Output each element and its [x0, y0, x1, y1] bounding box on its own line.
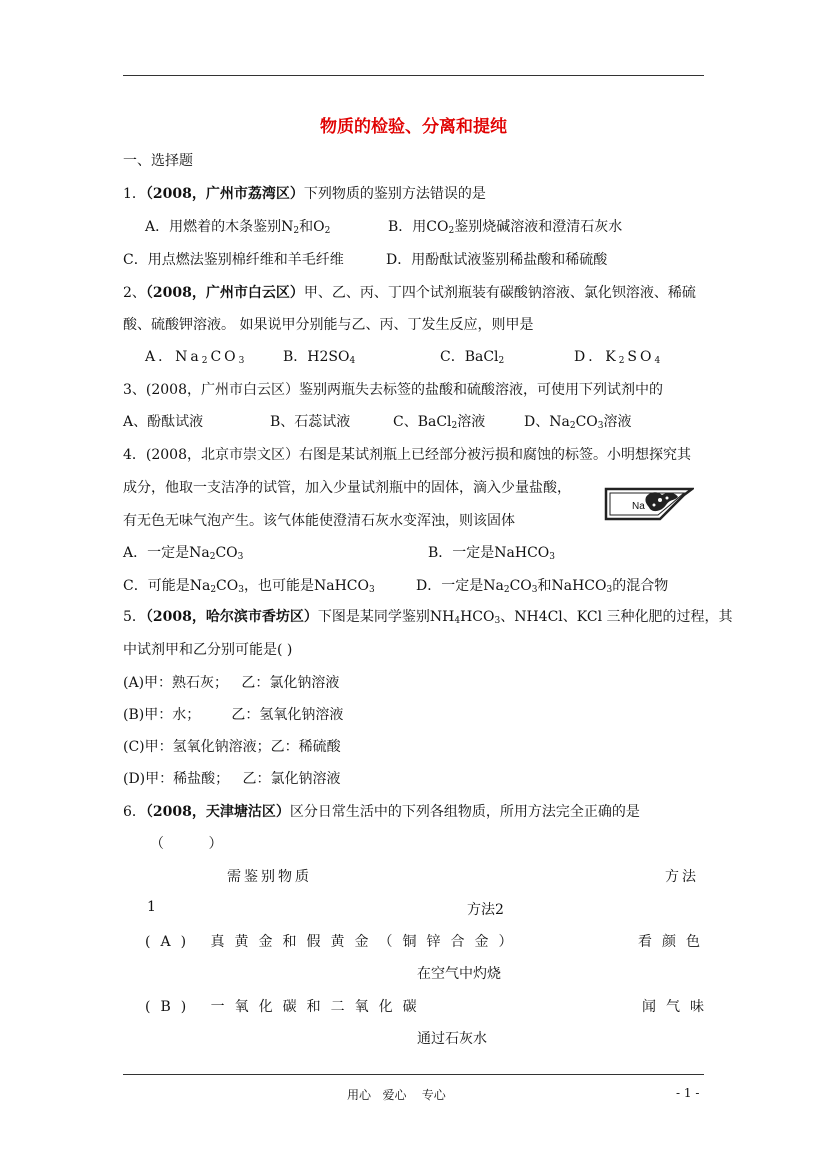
q6-col-method1: 方法: [665, 869, 699, 885]
q5-option-b: (B)甲：水； 乙：氢氧化钠溶液: [123, 707, 344, 723]
question-6: 6．（2008，天津塘沽区）区分日常生活中的下列各组物质，所用方法完全正确的是: [123, 804, 640, 820]
question-2: 2、（2008，广州市白云区）甲、乙、丙、丁四个试剂瓶装有碳酸钠溶液、氯化钡溶液、稀硫: [123, 285, 696, 301]
q6-row-a-item: (A) 真黄金和假黄金（铜锌合金）: [145, 934, 523, 950]
q6-row-b-method2: 通过石灰水: [417, 1031, 487, 1047]
q2-option-b: B．$H2SO_4$: [283, 349, 356, 366]
question-4: 4．(2008，北京市崇文区）右图是某试剂瓶上已经部分被污损和腐蚀的标签。小明想探究其: [123, 447, 691, 463]
question-3: 3、(2008，广州市白云区）鉴别两瓶失去标签的盐酸和硫酸溶液，可使用下列试剂中的: [123, 382, 663, 398]
q4-stem-line2: 成分，他取一支洁净的试管，加入少量试剂瓶中的固体，滴入少量盐酸，: [123, 480, 571, 496]
q4-stem-line3: 有无色无味气泡产生。该气体能使澄清石灰水变浑浊，则该固体: [123, 513, 515, 529]
footer-rule: [123, 1074, 704, 1075]
q6-row-b-item: (B) 一氧化碳和二氧化碳: [145, 999, 427, 1015]
label-text: Na: [632, 501, 645, 512]
q2-option-a: A．$Na_2CO_3$: [145, 349, 248, 366]
q2-option-d: D．$K_2SO_4$: [574, 349, 664, 366]
q6-answer-paren: （ ）: [150, 836, 223, 852]
footer-center: 用心 爱心 专心: [347, 1088, 446, 1102]
q1-option-d: D．用酚酞试液鉴别稀盐酸和稀硫酸: [386, 252, 608, 268]
q6-col-method2: 方法2: [467, 902, 504, 918]
question-5: 5．（2008，哈尔滨市香坊区）下图是某同学鉴别$NH_4HCO_3$、NH4Cl、KCl 三种化肥的过程，其: [123, 609, 733, 626]
q4-option-d: D．一定是$Na_2CO_3$和NaHCO$_3$的混合物: [416, 578, 669, 595]
q3-option-b: B、石蕊试液: [270, 414, 351, 430]
q4-option-b: B．一定是NaHCO$_3$: [428, 545, 556, 562]
page-title: 物质的检验、分离和提纯: [320, 117, 507, 137]
q3-option-a: A、酚酞试液: [123, 414, 204, 430]
question-1: 1．（2008，广州市荔湾区）下列物质的鉴别方法错误的是: [123, 186, 486, 202]
q6-row-a-method2: 在空气中灼烧: [417, 966, 501, 982]
q4-option-c: C．可能是$Na_2CO_3$，也可能是NaHCO$_3$: [123, 578, 375, 595]
q5-option-d: (D)甲：稀盐酸； 乙：氯化钠溶液: [123, 771, 341, 787]
q6-col-item: 需鉴别物质: [227, 869, 312, 885]
header-rule: [123, 75, 704, 76]
q2-option-c: C．BaCl$_2$: [440, 349, 505, 366]
q1-option-a: A．用燃着的木条鉴别$N_2$和$O_2$: [145, 219, 331, 236]
q2-stem-line2: 酸、硫酸钾溶液。 如果说甲分别能与乙、丙、丁发生反应，则甲是: [123, 317, 534, 333]
q5-option-a: (A)甲：熟石灰； 乙：氯化钠溶液: [123, 675, 340, 691]
q5-stem-line2: 中试剂甲和乙分别可能是( ): [123, 642, 293, 658]
q3-option-c: C、BaCl$_2$溶液: [393, 414, 486, 431]
q3-option-d: D、$Na_2CO_3$溶液: [524, 414, 632, 431]
q6-row-b-method1: 闻气味: [642, 999, 714, 1015]
section-heading: 一、选择题: [123, 153, 193, 169]
q1-option-c: C．用点燃法鉴别棉纤维和羊毛纤维: [123, 252, 344, 268]
q1-source: （2008，广州市荔湾区）: [145, 186, 304, 202]
q5-option-c: (C)甲：氢氧化钠溶液；乙：稀硫酸: [123, 739, 341, 755]
page-number: - 1 -: [676, 1086, 700, 1100]
q4-option-a: A．一定是$Na_2CO_3$: [123, 545, 244, 562]
damaged-label-image: [604, 485, 694, 523]
q6-col-method1-num: 1: [147, 899, 156, 915]
q1-option-b: B．用$CO_2$鉴别烧碱溶液和澄清石灰水: [388, 219, 623, 236]
q6-row-a-method1: 看颜色: [638, 934, 710, 950]
